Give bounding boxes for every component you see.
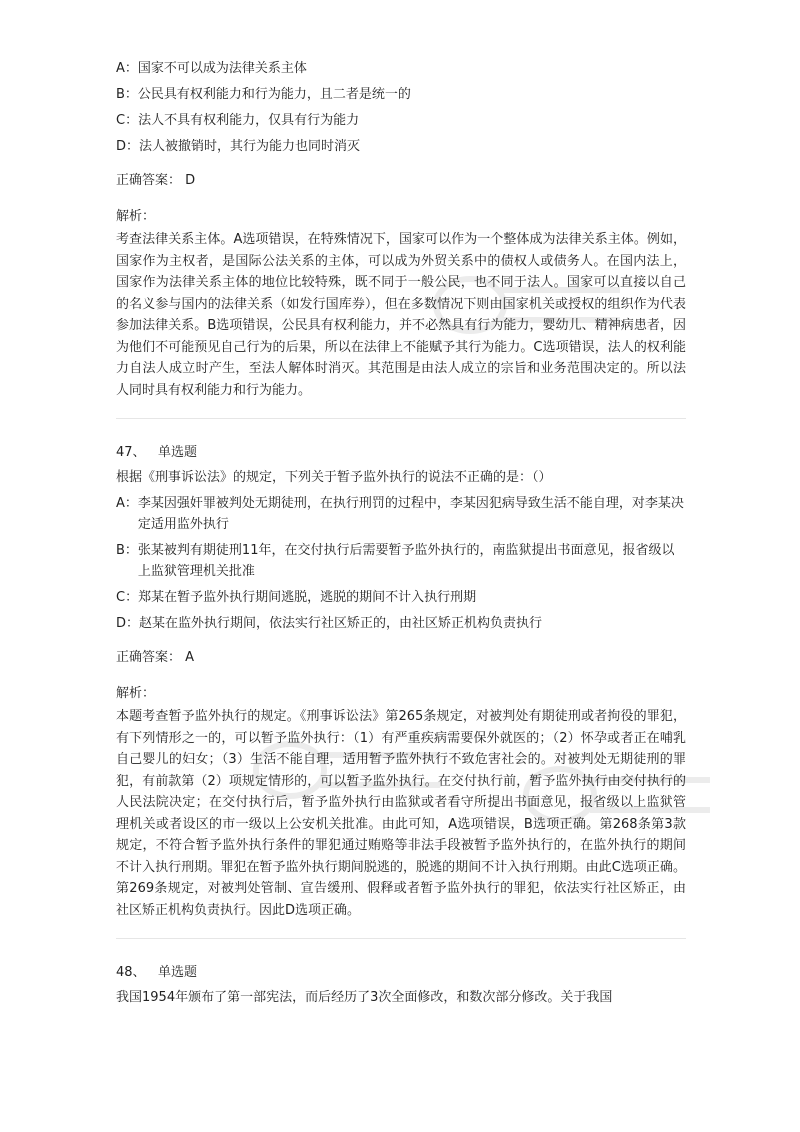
question-stem: 根据《刑事诉讼法》的规定，下列关于暂予监外执行的说法不正确的是：（） (116, 470, 552, 485)
option-a (116, 493, 686, 535)
analysis-text: 本题考查暂予监外执行的规定。《刑事诉讼法》第265条规定，对被判处有期徒刑或者拘役的罪犯，有下列情形之一的，可以暂予监外执行：（1）有严重疾病需要保外就医的；（2）怀孕或者正在哺乳自己婴儿的妇女；（3）生活不能自理，适用暂予监外执行不致危害社会的。对被判处无期徒刑的罪犯，有前款第（2）项规定情形的，可以暂予监外执行。在交付执行前，暂予监外执行由交付执行的人民法院决定；在交付执行后，暂予监外执行由监狱或者看守所提出书面意见，报省级以上监狱管理机关或者设区的市一级以上公安机关批准。由此可知，A选项错误，B选项正确。第268条第3款规定，不符合暂予监外执行条件的罪犯通过贿赂等非法手段被暂予监外执行的，在监外执行的期间不计入执行刑期。罪犯在暂予监外执行期间脱逃的，脱逃的期间不计入执行刑期。由此C选项正确。第269条规定，对被判处管制、宣告缓刑、假释或者暂予监外执行的罪犯，依法实行社区矫正，由社区矫正机构负责执行。因此D选项正确。 (116, 709, 686, 918)
answer-label: 正确答案： (116, 173, 182, 188)
option-b (116, 540, 686, 582)
document-page (116, 58, 686, 1013)
question-48 (116, 961, 686, 1009)
correct-answer (116, 169, 686, 193)
option-c (116, 587, 686, 608)
correct-answer (116, 646, 686, 670)
analysis-text: 考查法律关系主体。A选项错误，在特殊情况下，国家可以作为一个整体成为法律关系主体。例如，国家作为主权者，是国际公法关系的主体，可以成为外贸关系中的债权人或债务人。在国内法上，国家作为法律关系主体的地位比较特殊，既不同于一般公民，也不同于法人。国家可以直接以自己的名义参与国内的法律关系（如发行国库券），但在多数情况下则由国家机关或授权的组织作为代表参加法律关系。B选项错误，公民具有权利能力，并不必然具有行为能力，婴幼儿、精神病患者，因为他们不可能预见自己行为的后果，所以在法律上不能赋予其行为能力。C选项错误，法人的权利能力自法人成立时产生，至法人解体时消灭。其范围是由法人成立的宗旨和业务范围决定的。所以法人同时具有权利能力和行为能力。 (116, 232, 686, 398)
option-text: 公民具有权利能力和行为能力，且二者是统一的 (137, 87, 411, 102)
option-text: 郑某在暂予监外执行期间逃脱，逃脱的期间不计入执行刑期 (138, 590, 477, 605)
option-text: 法人被撤销时，其行为能力也同时消灭 (139, 139, 361, 154)
answer-value: A (185, 650, 195, 665)
option-key: A： (116, 61, 138, 76)
question-type: 单选题 (157, 445, 197, 460)
question-number: 48、 (116, 965, 146, 980)
question-type: 单选题 (157, 965, 197, 980)
answer-value: D (185, 173, 196, 188)
option-key: B： (116, 543, 138, 558)
option-key: D： (116, 139, 140, 154)
answer-label: 正确答案： (116, 650, 182, 665)
option-d (116, 613, 686, 634)
analysis-label: 解析： (116, 686, 156, 701)
option-key: C： (116, 113, 139, 128)
question-47 (116, 441, 686, 921)
option-text: 李某因强奸罪被判处无期徒刑，在执行刑罚的过程中，李某因犯病导致生活不能自理，对李某决定适用监外执行 (137, 496, 684, 532)
option-key: D： (116, 616, 140, 631)
question-header (116, 441, 686, 465)
option-text: 张某被判有期徒刑11年，在交付执行后需要暂予监外执行的，南监狱提出书面意见，报省级以上监狱管理机关批准 (137, 543, 675, 579)
option-text: 法人不具有权利能力，仅具有行为能力 (138, 113, 360, 128)
divider (116, 938, 686, 939)
option-d (116, 136, 686, 157)
option-a (116, 58, 686, 79)
question-number: 47、 (116, 445, 146, 460)
option-key: B： (116, 87, 138, 102)
option-c (116, 110, 686, 131)
option-key: C： (116, 590, 139, 605)
question-46 (116, 58, 686, 401)
option-text: 赵某在监外执行期间，依法实行社区矫正的，由社区矫正机构负责执行 (139, 616, 543, 631)
option-text: 国家不可以成为法律关系主体 (137, 61, 307, 76)
option-key: A： (116, 496, 138, 511)
option-b (116, 84, 686, 105)
divider (116, 418, 686, 419)
analysis-label: 解析： (116, 209, 156, 224)
question-stem: 我国1954年颁布了第一部宪法，而后经历了3次全面修改，和数次部分修改。关于我国 (116, 990, 613, 1005)
question-header (116, 961, 686, 985)
